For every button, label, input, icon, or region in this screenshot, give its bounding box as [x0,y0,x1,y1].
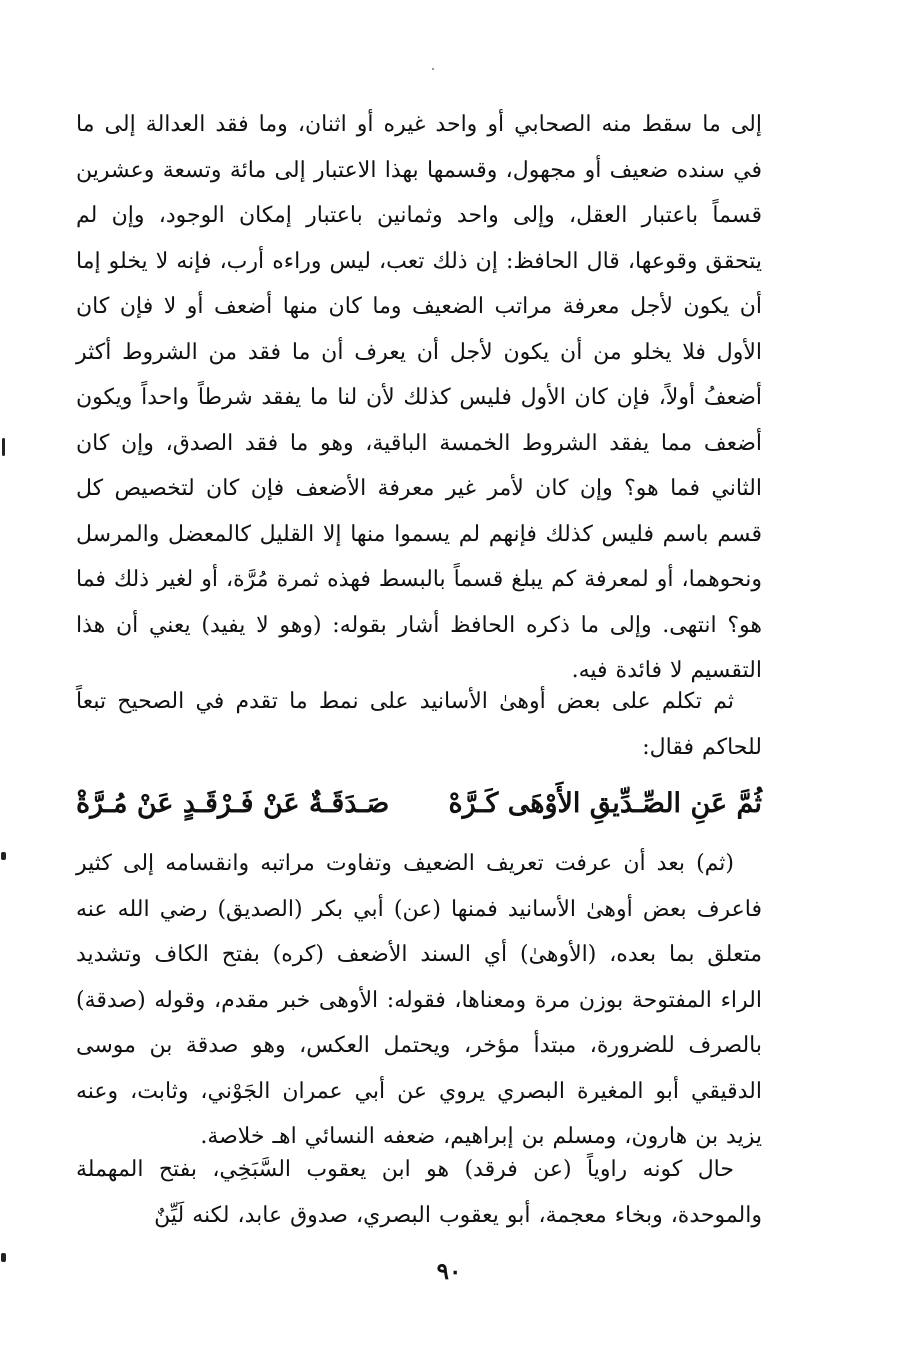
paragraph-2 [76,679,762,770]
paragraph-3 [76,841,762,1160]
verse-second-hemistich: صَـدَقَـةٌ عَنْ فَـرْقَـدٍ عَنْ مُـرَّةْ [76,788,390,819]
scan-margin-mark [1,852,6,860]
verse-first-hemistich: ثُمَّ عَنِ الصِّـدِّيقِ الأَوْهَى كَـرَّهْ [448,788,762,819]
paragraph-1: إلى ما سقط منه الصحابي أو واحد غيره أو اثنان، وما فقد العدالة إلى ما في سنده ضعيف أو مجهول، وقسمها بهذا الاعتبار إلى مائة وتسعة وعشرين قسماً باعتبار العقل، وإلى واحد وثمانين باعتبار إمكان الوجود، وإن لم يتحقق وقوعها، قال الحافظ: إن ذلك تعب، ليس وراءه أرب، فإنه لا يخلو إما أن يكون لأجل معرفة مراتب الضعيف وما كان منها أضعف أو لا فإن كان الأول فلا يخلو من أن يكون لأجل أن يعرف أن ما فقد من الشروط أكثر أضعفُ أولاً، فإن كان الأول فليس كذلك لأن لنا ما يفقد شرطاً واحداً ويكون أضعف مما يفقد الشروط الخمسة الباقية، وهو ما فقد الصدق، وإن كان الثاني فما هو؟ وإن كان لأمر غير معرفة الأضعف فإن كان لتخصيص كل قسم باسم فليس كذلك فإنهم لم يسموا منها إلا القليل كالمعضل والمرسل ونحوهما، أو لمعرفة كم يبلغ قسماً بالبسط فهذه ثمرة مُرَّة، أو لغير ذلك فما هو؟ انتهى. وإلى ما ذكره الحافظ أشار بقوله: (وهو لا يفيد) يعني أن هذا التقسيم لا فائدة فيه. [76,112,762,683]
scan-margin-mark [1,1253,6,1262]
page-number: ٩٠ [436,1258,462,1285]
paragraph-2-text: ثم تكلم على بعض أوهىٰ الأسانيد على نمط ما تقدم في الصحيح تبعاً للحاكم فقال: [76,689,762,760]
scan-speck [432,68,434,70]
paragraph-4-text: حال كونه راوياً (عن فرقد) هو ابن يعقوب السَّبَخِي، بفتح المهملة والموحدة، وبخاء معجمة، أبو يعقوب البصري، صدوق عابد، لكنه لَيِّنٌ [76,1157,762,1228]
scan-margin-mark [2,438,5,456]
paragraph-4 [76,1147,762,1238]
paragraph-3-text: (ثم) بعد أن عرفت تعريف الضعيف وتفاوت مراتبه وانقسامه إلى كثير فاعرف بعض أوهىٰ الأسانيد فمنها (عن) أبي بكر (الصديق) رضي الله عنه متعلق بما بعده، (الأوهىٰ) أي السند الأضعف (كره) بفتح الكاف وتشديد الراء المفتوحة بوزن مرة ومعناها، فقوله: الأوهى خبر مقدم، وقوله (صدقة) بالصرف للضرورة، مبتدأ مؤخر، ويحتمل العكس، وهو صدقة بن موسى الدقيقي أبو المغيرة البصري يروي عن أبي عمران الجَوْني، وثابت، وعنه يزيد بن هارون، ومسلم بن إبراهيم، ضعفه النسائي اهـ خلاصة. [76,851,762,1149]
poem-verse [76,780,762,830]
